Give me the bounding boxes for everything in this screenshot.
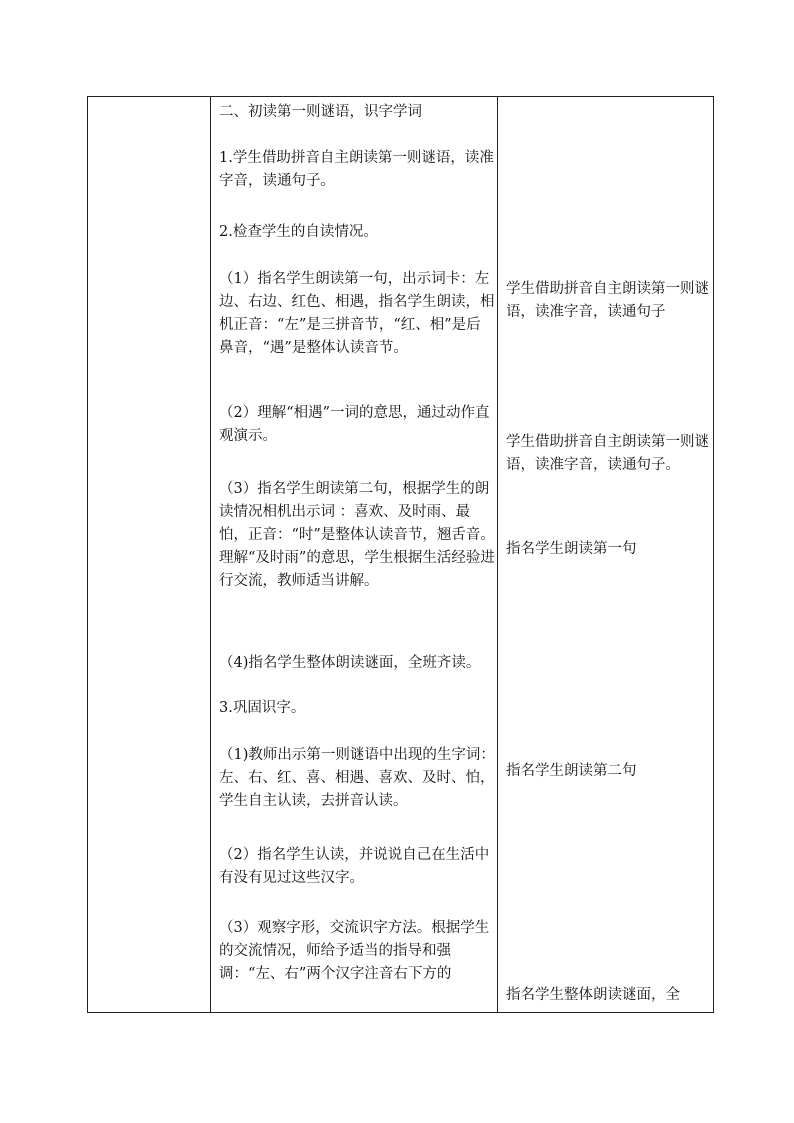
empty-left-cell bbox=[88, 97, 211, 1013]
lesson-plan-table bbox=[87, 96, 714, 1013]
section-heading: 二、初读第一则谜语，识字学词 bbox=[219, 104, 422, 120]
step-3-item-1: （1)教师出示第一则谜语中出现的生字词：左、右、红、喜、相遇、喜欢、及时、怕，学生自主认读，去拼音认读。 bbox=[219, 747, 495, 809]
step-2-item-3: （3）指名学生朗读第二句，根据学生的朗读情况相机出示词 ：喜欢、及时雨、最怕，正音：“时”是整体认读音节，翘舌音。理解“及时雨”的意思，学生根据生活经验进行交流，教师适当讲解。 bbox=[219, 481, 495, 589]
activity-text-2: 学生借助拼音自主朗读第一则谜语，读准字音，读通句子。 bbox=[506, 434, 709, 473]
activity-text-1: 学生借助拼音自主朗读第一则谜语，读准字音，读通句子 bbox=[506, 281, 709, 320]
activity-text-4: 指名学生朗读第二句 bbox=[506, 763, 637, 779]
student-activity-cell bbox=[498, 97, 714, 1013]
step-1-text: 1.学生借助拼音自主朗读第一则谜语，读准字音，读通句子。 bbox=[219, 150, 494, 189]
table-row bbox=[88, 97, 714, 1013]
step-2-item-1: （1）指名学生朗读第一句，出示词卡：左边、右边、红色、相遇，指名学生朗读，相机正音：“左”是三拼音节，“红、相”是后鼻音，“遇”是整体认读音节。 bbox=[219, 271, 495, 356]
activity-text-3: 指名学生朗读第一句 bbox=[506, 541, 637, 557]
step-2-item-2: （2）理解“相遇”一词的意思，通过动作直观演示。 bbox=[219, 405, 490, 444]
step-3-item-3: （3）观察字形，交流识字方法。根据学生的交流情况，师给予适当的指导和强调：“左、右”两个汉字注音右下方的 bbox=[219, 920, 490, 982]
step-3-item-2: （2）指名学生认读，并说说自己在生活中有没有见过这些汉字。 bbox=[219, 847, 490, 886]
step-2-text: 2.检查学生的自读情况。 bbox=[219, 224, 378, 240]
step-2-item-4: （4)指名学生整体朗读谜面，全班齐读。 bbox=[219, 655, 481, 671]
step-3-text: 3.巩固识字。 bbox=[219, 700, 306, 716]
teaching-process-cell bbox=[211, 97, 498, 1013]
activity-text-5: 指名学生整体朗读谜面，全 bbox=[506, 987, 680, 1003]
